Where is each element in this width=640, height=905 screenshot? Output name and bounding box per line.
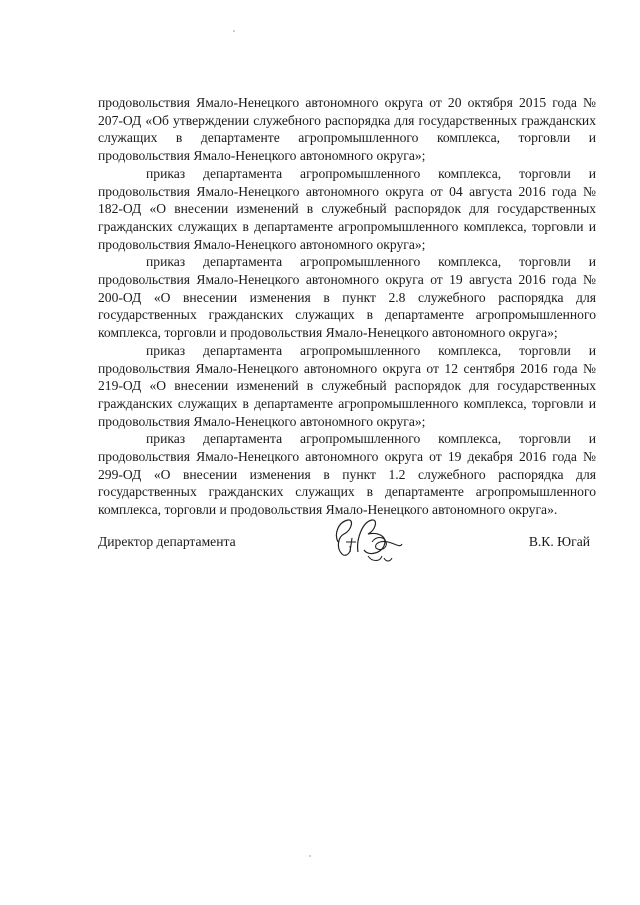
paragraph-order-200: приказ департамента агропромышленного комплекса, торговли и продовольствия Ямало-Ненецкого автономного округа от 19 августа 2016 года № 200-ОД «О внесении изменения в пункт 2.8 служебного распорядка для государственных гражданских служащих в департаменте агропромышленного комплекса, торговли и продовольствия Ямало-Ненецкого автономного округа»; xyxy=(98,254,596,341)
signatory-title: Директор департамента xyxy=(98,534,236,549)
scan-speck xyxy=(309,855,311,857)
document-body xyxy=(98,94,596,519)
paragraph-continuation: продовольствия Ямало-Ненецкого автономного округа от 20 октября 2015 года № 207-ОД «Об утверждении служебного распорядка для государственных гражданских служащих в департаменте агропромышленного комплекса, торговли и продовольствия Ямало-Ненецкого автономного округа»; xyxy=(98,95,596,164)
handwritten-signature xyxy=(328,512,408,570)
paragraph-order-219: приказ департамента агропромышленного комплекса, торговли и продовольствия Ямало-Ненецкого автономного округа от 12 сентября 2016 года № 219-ОД «О внесении изменений в служебный распорядок для государственных гражданских служащих в департаменте агропромышленного комплекса, торговли и продовольствия Ямало-Ненецкого автономного округа»; xyxy=(98,342,596,429)
paragraph-order-299: приказ департамента агропромышленного комплекса, торговли и продовольствия Ямало-Ненецкого автономного округа от 19 декабря 2016 года № 299-ОД «О внесении изменения в пункт 1.2 служебного распорядка для государственных гражданских служащих в департаменте агропромышленного комплекса, торговли и продовольствия Ямало-Ненецкого автономного округа». xyxy=(98,431,596,518)
paragraph-order-182: приказ департамента агропромышленного комплекса, торговли и продовольствия Ямало-Ненецкого автономного округа от 04 августа 2016 года № 182-ОД «О внесении изменений в служебный распорядок для государственных гражданских служащих в департаменте агропромышленного комплекса, торговли и продовольствия Ямало-Ненецкого автономного округа»; xyxy=(98,165,596,252)
scan-speck xyxy=(233,30,235,32)
signatory-name: В.К. Югай xyxy=(528,534,590,549)
signature-block xyxy=(98,530,596,570)
